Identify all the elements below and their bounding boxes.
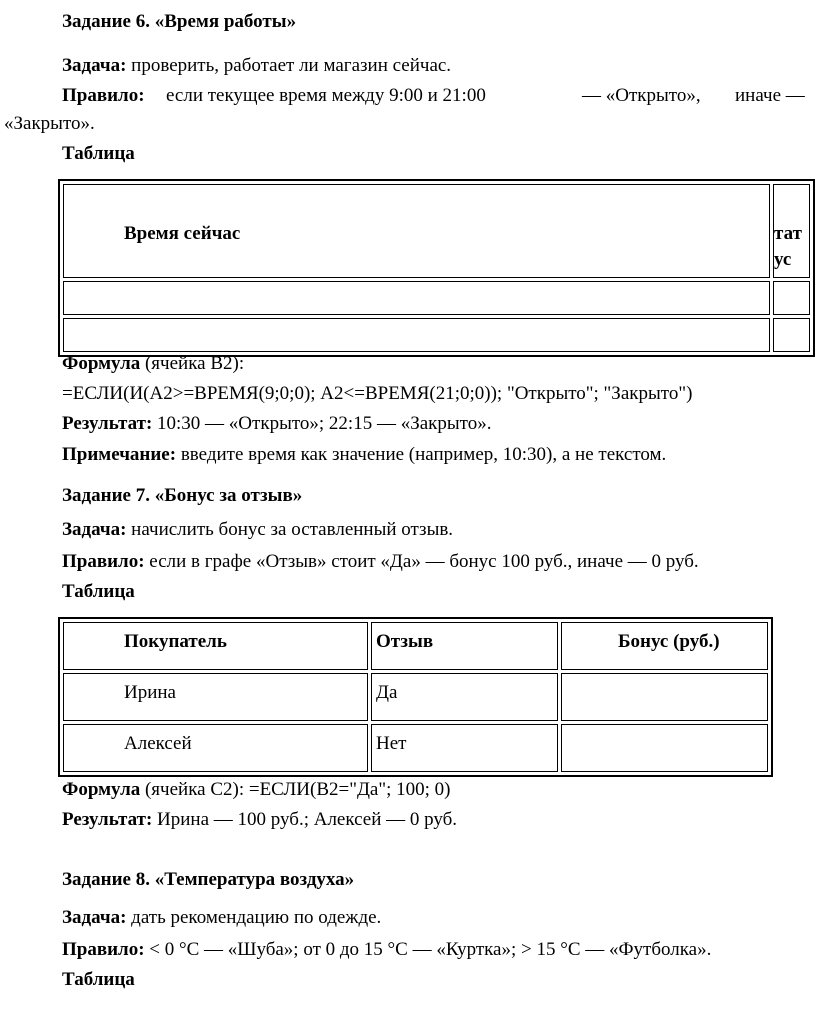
task8-rule: Правило: < 0 °C — «Шуба»; от 0 до 15 °C — «Куртка»; > 15 °C — «Футболка».: [62, 939, 712, 960]
task8-table-label: Таблица: [62, 969, 135, 990]
task8-heading: Задание 8. «Температура воздуха»: [62, 869, 355, 890]
task6-rule-text-c: иначе —: [735, 85, 805, 106]
task6-formula-label: Формула (ячейка B2):: [62, 353, 245, 374]
task6-formula: =ЕСЛИ(И(A2>=ВРЕМЯ(9;0;0); A2<=ВРЕМЯ(21;0;0)); "Открыто"; "Закрыто"): [62, 383, 693, 404]
table-row: [63, 622, 768, 670]
table-cell: [63, 318, 770, 352]
table-cell: [773, 318, 810, 352]
task6-heading: Задание 6. «Время работы»: [62, 11, 297, 32]
col-header-bonus: Бонус (руб.): [618, 631, 720, 652]
table-header-cell: [561, 622, 768, 670]
task7-formula: Формула (ячейка C2): =ЕСЛИ(B2="Да"; 100; 0): [62, 779, 451, 800]
table-row: [63, 318, 810, 352]
table-row: [63, 724, 768, 772]
task6-result: Результат: 10:30 — «Открыто»; 22:15 — «Закрыто».: [62, 413, 492, 434]
cell-customer: Алексей: [124, 733, 192, 754]
task7-table: [58, 617, 773, 777]
task7-table-label: Таблица: [62, 581, 135, 602]
table-cell: [561, 673, 768, 721]
task6-note: Примечание: введите время как значение (например, 10:30), а не текстом.: [62, 444, 667, 465]
task7-rule: Правило: если в графе «Отзыв» стоит «Да» — бонус 100 руб., иначе — 0 руб.: [62, 551, 699, 572]
table-header-cell: [773, 184, 810, 278]
table-header-cell: [63, 184, 770, 278]
cell-review: Да: [376, 682, 398, 703]
task7-result: Результат: Ирина — 100 руб.; Алексей — 0 руб.: [62, 809, 458, 830]
cell-customer: Ирина: [124, 682, 176, 703]
task6-task: Задача: проверить, работает ли магазин сейчас.: [62, 55, 452, 76]
table-cell: [561, 724, 768, 772]
col-header-customer: Покупатель: [124, 631, 227, 652]
task6-rule-text-a: если текущее время между 9:00 и 21:00: [166, 85, 486, 106]
col-header-review: Отзыв: [376, 631, 434, 652]
table-cell: [371, 673, 558, 721]
task8-task: Задача: дать рекомендацию по одежде.: [62, 907, 382, 928]
table-header-cell: [63, 622, 368, 670]
table-row: [63, 184, 810, 278]
task6-table: [58, 179, 815, 357]
table-cell: [63, 724, 368, 772]
table-row: [63, 281, 810, 315]
cell-review: Нет: [376, 733, 407, 754]
task6-table-label: Таблица: [62, 143, 135, 164]
task7-task: Задача: начислить бонус за оставленный отзыв.: [62, 519, 454, 540]
col-header-status-a: тат: [774, 223, 802, 244]
table-cell: [773, 281, 810, 315]
table-cell: [63, 673, 368, 721]
table-cell: [63, 281, 770, 315]
table-header-cell: [371, 622, 558, 670]
task6-rule: Правило:: [62, 85, 145, 106]
col-header-status-b: ус: [774, 249, 792, 270]
table-row: [63, 673, 768, 721]
task6-rule-text-b: — «Открыто»,: [582, 85, 701, 106]
table-cell: [371, 724, 558, 772]
task6-rule-text-d: «Закрыто».: [4, 113, 95, 134]
col-header-time: Время сейчас: [124, 223, 241, 244]
task7-heading: Задание 7. «Бонус за отзыв»: [62, 485, 303, 506]
